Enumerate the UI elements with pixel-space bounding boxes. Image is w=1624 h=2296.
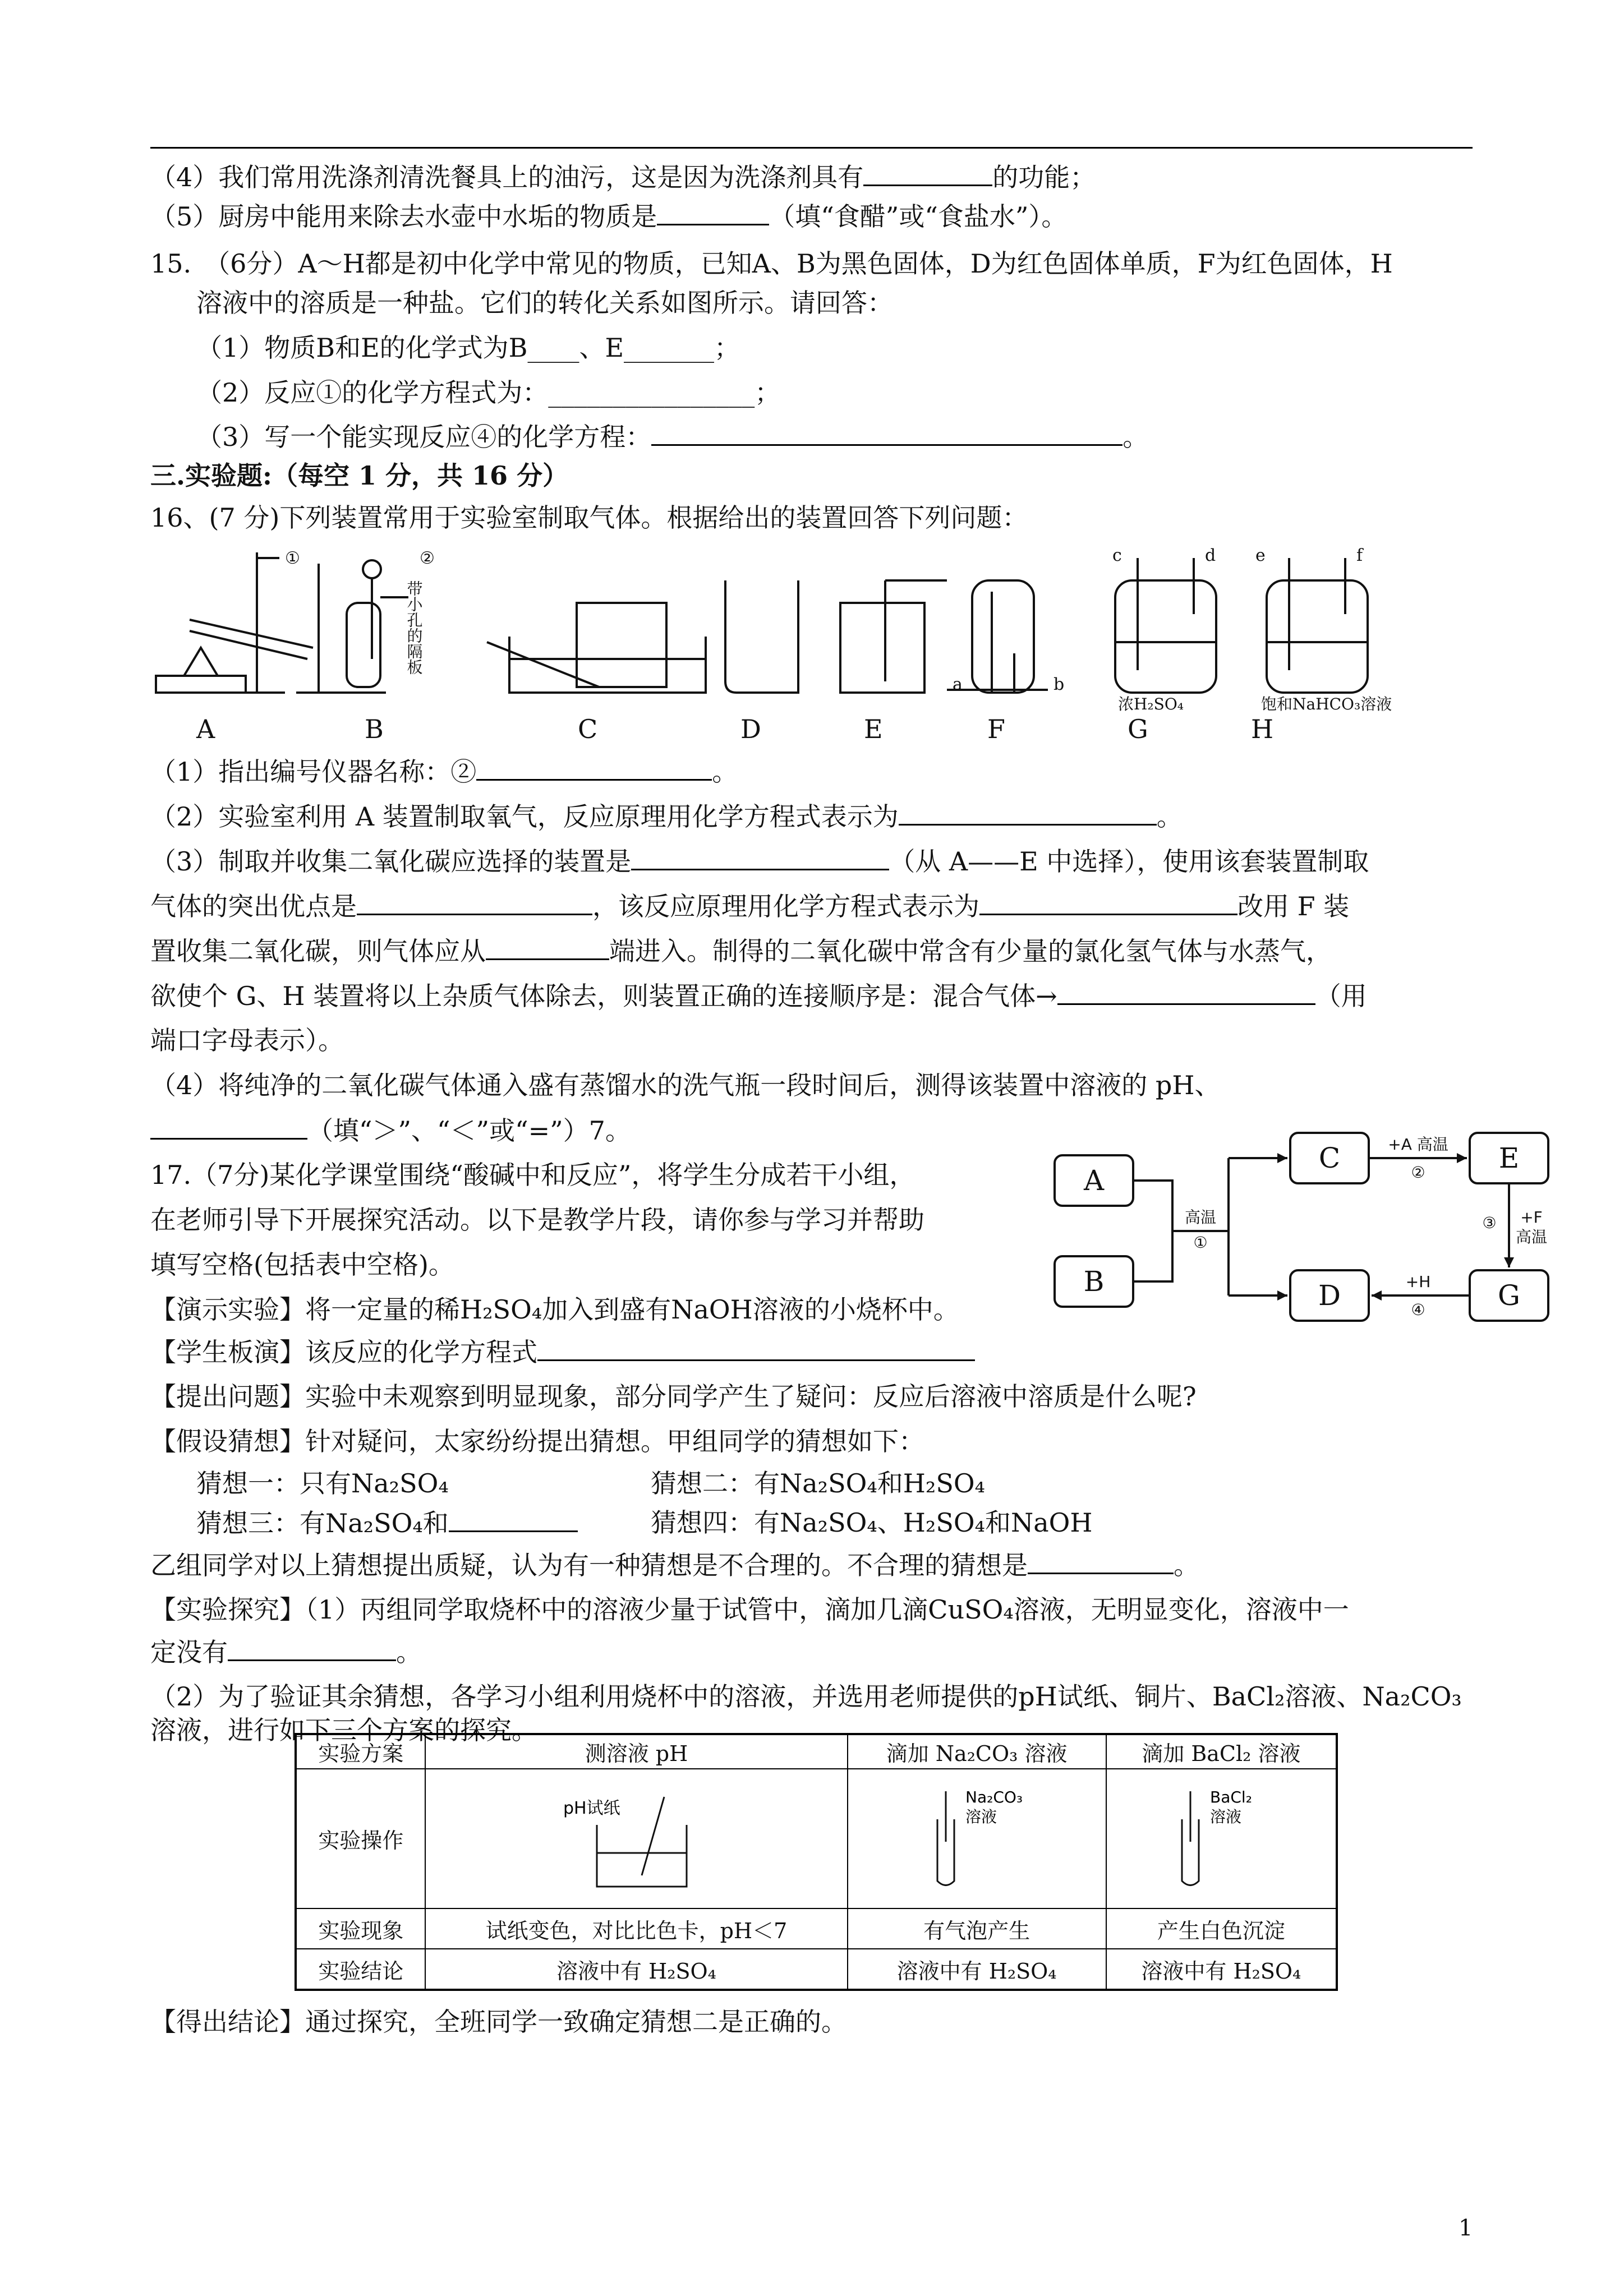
op-na2co3-cell <box>848 1769 1106 1908</box>
answer-blank[interactable] <box>449 1506 578 1532</box>
r1-label: 高温 <box>1184 1208 1217 1227</box>
r2-num: ② <box>1411 1163 1425 1182</box>
apparatus-label-f: F <box>987 714 1005 744</box>
guess-2: 猜想二：有Na₂SO₄和H₂SO₄ <box>651 1468 986 1499</box>
answer-blank[interactable] <box>631 844 889 870</box>
student-board: 【学生板演】该反应的化学方程式 <box>150 1335 975 1369</box>
q16-3b: 气体的突出优点是 ，该反应原理用化学方程式表示为 改用 F 装 <box>150 889 1349 923</box>
mark-2: ② <box>420 548 435 568</box>
answer-blank[interactable] <box>899 799 1157 826</box>
answer-blank[interactable] <box>657 199 769 225</box>
th-plan: 实验方案 <box>296 1734 425 1769</box>
q16-3c: 置收集二氧化碳，则气体应从 端进入。制得的二氧化碳中常含有少量的氯化氢气体与水蒸气， <box>150 934 1332 968</box>
explore-1: 【实验探究】（1）丙组同学取烧杯中的溶液少量于试管中，滴加几滴CuSO₄溶液，无明显变化，溶液中一 <box>150 1594 1349 1625</box>
apparatus-label-b: B <box>365 714 384 744</box>
q17-stem: 17.（7分)某化学课堂围绕“酸碱中和反应”，将学生分成若干小组， <box>150 1160 915 1190</box>
q17-stem-2: 在老师引导下开展探究活动。以下是教学片段，请你参与学习并帮助 <box>150 1205 924 1235</box>
phenomenon-label: 实验现象 <box>296 1908 425 1949</box>
node-a: A <box>1083 1164 1105 1197</box>
tube-na2co3-figure <box>904 1780 1050 1892</box>
answer-blank[interactable] <box>863 160 992 186</box>
q16-4b: （填“＞”、“＜”或“=”）7。 <box>150 1113 631 1147</box>
r1-num: ① <box>1193 1233 1208 1252</box>
answer-blank[interactable] <box>1057 979 1315 1005</box>
mark-1: ① <box>285 548 300 568</box>
experiment-table <box>295 1733 1338 1991</box>
op-bacl2-cell <box>1106 1769 1337 1908</box>
q15-2: （2）反应①的化学方程式为：________________； <box>196 377 781 408</box>
g-note: 浓H₂SO₄ <box>1118 695 1184 713</box>
phenomenon-na2co3: 有气泡产生 <box>848 1908 1106 1949</box>
mark-a: a <box>953 675 963 694</box>
op-ph-cell <box>425 1769 847 1908</box>
svg-text:BaCl₂: BaCl₂ <box>1209 1788 1252 1807</box>
guess-4: 猜想四：有Na₂SO₄、H₂SO₄和NaOH <box>651 1507 1093 1538</box>
answer-blank[interactable] <box>651 419 1122 446</box>
th-bacl2: 滴加 BaCl₂ 溶液 <box>1106 1734 1337 1769</box>
th-ph: 测溶液 pH <box>425 1734 847 1769</box>
node-b: B <box>1083 1265 1105 1298</box>
conclusion-na2co3: 溶液中有 H₂SO₄ <box>848 1949 1106 1990</box>
tube-bacl2-figure <box>1148 1780 1294 1892</box>
r2-label: +A 高温 <box>1388 1135 1448 1154</box>
guess-3: 猜想三：有Na₂SO₄和 <box>196 1506 578 1540</box>
phenomenon-ph: 试纸变色，对比比色卡，pH＜7 <box>425 1908 847 1949</box>
r3-cond: 高温 <box>1515 1228 1548 1246</box>
section-3-title: 三.实验题:（每空 1 分，共 16 分） <box>150 460 569 491</box>
q16-1: （1）指出编号仪器名称：② 。 <box>150 754 738 789</box>
flow-diagram <box>1043 1127 1559 1324</box>
mark-e: e <box>1255 547 1266 565</box>
q16-stem: 16、(7 分)下列装置常用于实验室制取气体。根据给出的装置回答下列问题： <box>150 502 1028 533</box>
node-e: E <box>1498 1142 1520 1174</box>
answer-blank[interactable] <box>476 754 712 781</box>
page-number: 1 <box>1459 2215 1473 2241</box>
svg-text:Na₂CO₃: Na₂CO₃ <box>965 1788 1023 1807</box>
q16-4a: （4）将纯净的二氧化碳气体通入盛有蒸馏水的洗气瓶一段时间后，测得该装置中溶液的 pH、 <box>150 1070 1221 1100</box>
r4-label: +H <box>1405 1273 1431 1291</box>
phenomenon-bacl2: 产生白色沉淀 <box>1106 1908 1337 1949</box>
mark-b: b <box>1053 675 1065 694</box>
mark-d: d <box>1205 547 1216 565</box>
mark-f: f <box>1356 547 1363 565</box>
hypothesis: 【假设猜想】针对疑问，太家纷纷提出猜想。甲组同学的猜想如下： <box>150 1426 924 1456</box>
apparatus-label-a: A <box>196 714 215 744</box>
raise-question: 【提出问题】实验中未观察到明显现象，部分同学产生了疑问：反应后溶液中溶质是什么呢? <box>150 1381 1197 1412</box>
q15-3: （3）写一个能实现反应④的化学方程： 。 <box>196 419 1148 454</box>
node-g: G <box>1498 1279 1520 1312</box>
conclusion-ph: 溶液中有 H₂SO₄ <box>425 1949 847 1990</box>
r4-num: ④ <box>1411 1301 1425 1319</box>
conclusion-bacl2: 溶液中有 H₂SO₄ <box>1106 1949 1337 1990</box>
q16-3d: 欲使个 G、H 装置将以上杂质气体除去，则装置正确的连接顺序是：混合气体→ （用 <box>150 979 1367 1013</box>
th-na2co3: 滴加 Na₂CO₃ 溶液 <box>848 1734 1106 1769</box>
q14-5: （5）厨房中能用来除去水壶中水垢的物质是 （填“食醋”或“食盐水”）。 <box>150 199 1067 233</box>
q16-2: （2）实验室利用 A 装置制取氧气，反应原理用化学方程式表示为 。 <box>150 799 1183 833</box>
explore-2: （2）为了验证其余猜想，各学习小组利用烧杯中的溶液，并选用老师提供的pH试纸、铜片、BaCl₂溶液、Na₂CO₃ <box>150 1681 1462 1712</box>
svg-text:溶液: 溶液 <box>965 1808 997 1827</box>
apparatus-label-d: D <box>740 714 761 744</box>
answer-blank[interactable] <box>150 1113 307 1140</box>
answer-blank[interactable] <box>1028 1548 1174 1574</box>
q17-stem-3: 填写空格(包括表中空格)。 <box>150 1250 454 1280</box>
op-label: 实验操作 <box>296 1769 425 1908</box>
node-d: D <box>1318 1279 1341 1312</box>
q16-3e: 端口字母表示）。 <box>150 1025 344 1055</box>
final-conclusion: 【得出结论】通过探究，全班同学一致确定猜想二是正确的。 <box>150 2007 847 2037</box>
conclusion-label: 实验结论 <box>296 1949 425 1990</box>
q15-1: （1）物质B和E的化学式为B____、E_______； <box>196 333 740 363</box>
explore-1b: 定没有 。 <box>150 1635 422 1669</box>
apparatus-label-c: C <box>578 714 598 744</box>
q14-4: （4）我们常用洗涤剂清洗餐具上的油污，这是因为洗涤剂具有 的功能； <box>150 160 1096 194</box>
svg-text:pH试纸: pH试纸 <box>563 1799 621 1819</box>
q15-stem: 15. （6分）A～H都是初中化学中常见的物质，已知A、B为黑色固体，D为红色固体单质，F为红色固体，H <box>150 248 1393 279</box>
b-note: 带小孔的隔板 <box>404 580 424 675</box>
apparatus-label-g: G <box>1128 714 1148 744</box>
apparatus-label-h: H <box>1251 714 1274 744</box>
doubt: 乙组同学对以上猜想提出质疑，认为有一种猜想是不合理的。不合理的猜想是 。 <box>150 1548 1199 1582</box>
mark-c: c <box>1112 547 1122 565</box>
answer-blank[interactable] <box>537 1335 975 1361</box>
beaker-ph-figure <box>552 1780 720 1892</box>
svg-text:溶液: 溶液 <box>1209 1808 1241 1827</box>
apparatus-figure <box>150 547 1424 715</box>
q16-3a: （3）制取并收集二氧化碳应选择的装置是 （从 A——E 中选择），使用该套装置制取 <box>150 844 1369 878</box>
r3-num: ③ <box>1482 1214 1497 1232</box>
node-c: C <box>1318 1142 1341 1174</box>
guess-1: 猜想一：只有Na₂SO₄ <box>196 1468 449 1499</box>
apparatus-label-e: E <box>864 714 883 744</box>
header-rule <box>150 147 1473 149</box>
answer-blank[interactable] <box>357 889 592 915</box>
explore-2b: 溶液，进行如下三个方案的探究。 <box>150 1715 537 1745</box>
r3-label: +F <box>1520 1208 1543 1227</box>
answer-blank[interactable] <box>228 1635 396 1661</box>
answer-blank[interactable] <box>486 934 609 960</box>
demo-experiment: 【演示实验】将一定量的稀H₂SO₄加入到盛有NaOH溶液的小烧杯中。 <box>150 1294 959 1325</box>
q15-stem-2: 溶液中的溶质是一种盐。它们的转化关系如图所示。请回答： <box>196 288 893 318</box>
h-note: 饱和NaHCO₃溶液 <box>1261 695 1392 713</box>
answer-blank[interactable] <box>979 889 1237 915</box>
